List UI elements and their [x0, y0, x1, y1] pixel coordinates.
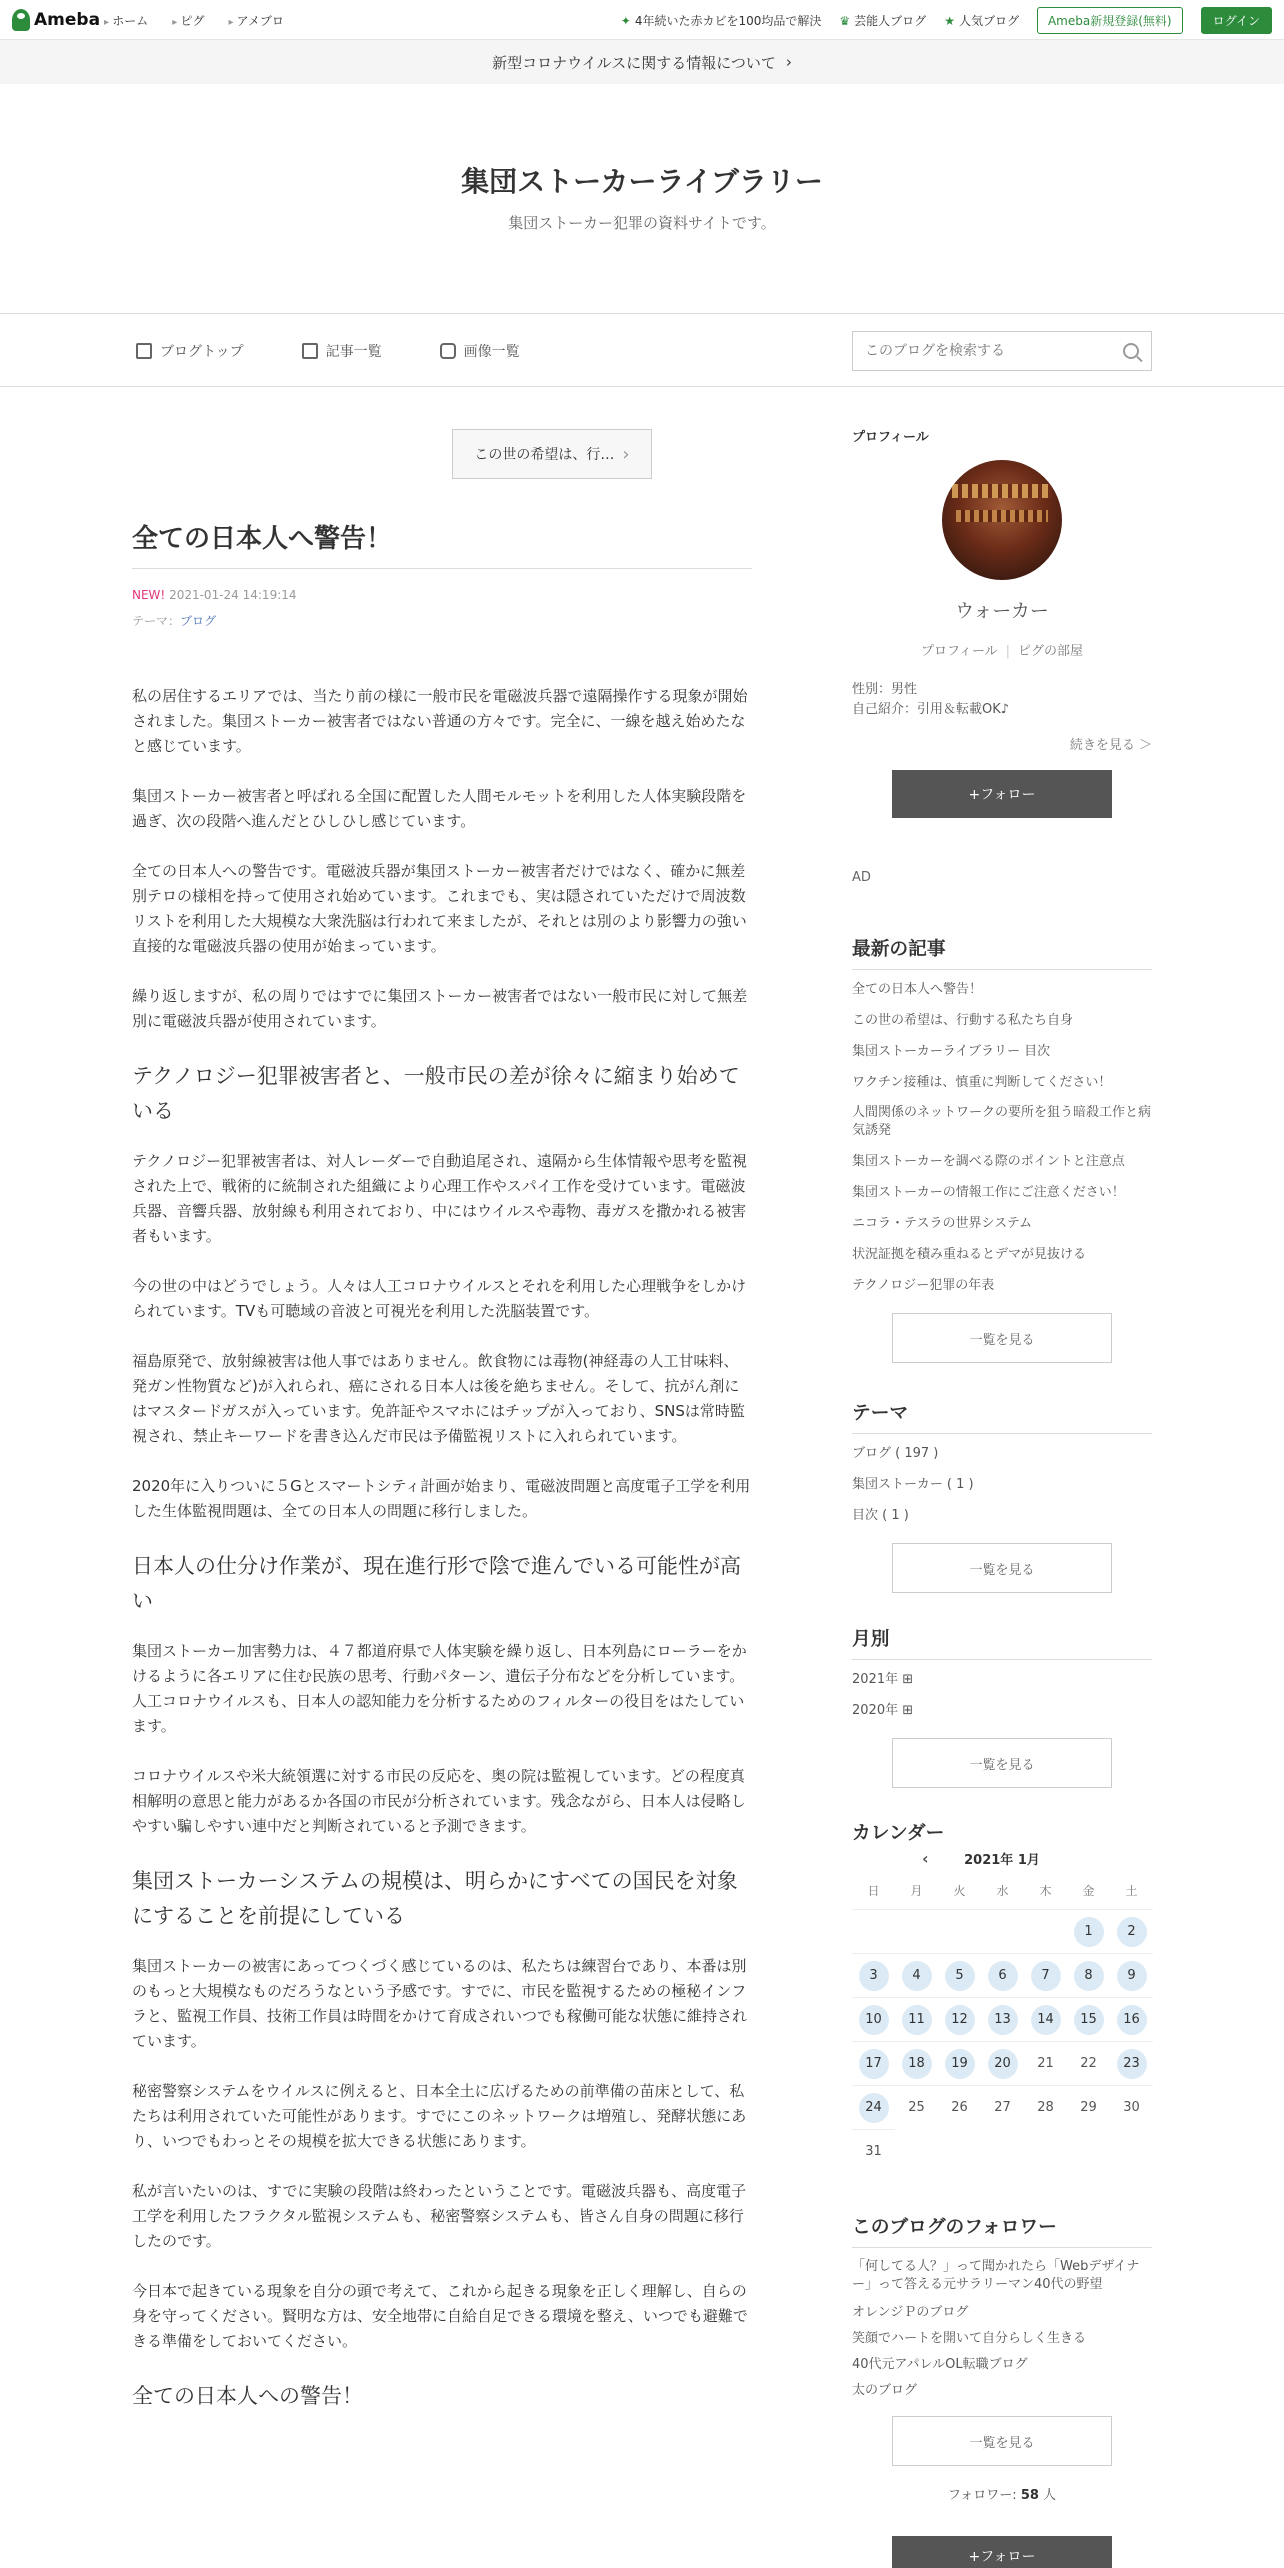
paragraph: コロナウイルスや米大統領選に対する市民の反応を、奥の院は監視しています。どの程度真相解明の意思と能力があるか各国の市民が分析されています。残念ながら、日本人は侵略しやすい騙しやすい連中だと判断されていると予測できます。	[132, 1767, 746, 1835]
entry-body	[132, 684, 752, 2434]
recent-heading: 最新の記事	[852, 934, 1152, 970]
document-icon	[136, 343, 152, 359]
recent-item[interactable]: この世の希望は、行動する私たち自身	[852, 1013, 1074, 1028]
weekday-label: 月	[910, 1884, 923, 1898]
calendar-empty	[1024, 1909, 1067, 1953]
expand-icon[interactable]: ⊞	[902, 1672, 914, 1687]
calendar-day: 22	[1067, 2041, 1110, 2085]
entry-theme: テーマ：ブログ	[132, 614, 217, 628]
search-icon[interactable]	[1123, 343, 1139, 359]
global-nav	[104, 12, 284, 29]
calendar-day: 21	[1024, 2041, 1067, 2085]
paragraph: テクノロジー犯罪被害者は、対人レーダーで自動追尾され、遠隔から生体情報や思考を監視された上で、戦術的に統制された組織により心理工作やスパイ工作を受けています。電磁波兵器、音響兵器、放射線も利用されており、中にはウイルスや毒物、毒ガスを撒かれる被害者もいます。	[132, 1152, 748, 1245]
paragraph: 秘密警察システムをウイルスに例えると、日本全土に広げるための前準備の苗床として、私たちは利用されていた可能性があります。すでにこのネットワークは増殖し、発酵状態にあり、いつでもわっとその規模を拡大できる状態にあります。	[132, 2082, 747, 2150]
recent-articles	[852, 934, 1152, 1363]
calendar-day[interactable]: 18	[895, 2041, 938, 2085]
theme-item[interactable]: 集団ストーカー ( 1 )	[852, 1477, 974, 1492]
calendar-day[interactable]: 8	[1067, 1953, 1110, 1997]
theme-item[interactable]: ブログ ( 197 )	[852, 1446, 939, 1461]
recent-item[interactable]: 状況証拠を積み重ねるとデマが見抜ける	[852, 1247, 1087, 1262]
section-heading: 全ての日本人への警告！	[132, 2384, 363, 2408]
ad-label: AD	[852, 870, 871, 885]
recent-item[interactable]: テクノロジー犯罪の年表	[852, 1278, 995, 1293]
chevron-right-icon: ›	[785, 53, 792, 71]
calendar-day: 26	[938, 2085, 981, 2129]
month-item[interactable]: 2020年 ⊞	[852, 1703, 914, 1718]
entry-date: NEW! 2021-01-24 14:19:14	[132, 588, 297, 602]
followers-count: フォロワー: 58 人	[947, 2488, 1057, 2503]
follower-item[interactable]: 笑顔でハートを開いて自分らしく生きる	[852, 2331, 1087, 2346]
calendar-heading: カレンダー	[852, 1823, 945, 1844]
entry-title[interactable]: 全ての日本人へ警告！	[132, 524, 393, 554]
calendar-day[interactable]: 15	[1067, 1997, 1110, 2041]
month-item[interactable]: 2021年 ⊞	[852, 1672, 914, 1687]
paragraph: 今日本で起きている現象を自分の頭で考えて、これから起きる現象を正しく理解し、自らの身を守ってください。賢明な方は、安全地帯に自給自足できる環境を整え、いつでも避難できる準備をしておいてください。	[132, 2282, 748, 2350]
calendar-day[interactable]: 16	[1110, 1997, 1153, 2041]
calendar-day[interactable]: 17	[852, 2041, 895, 2085]
followers-heading: このブログのフォロワー	[852, 2212, 1152, 2248]
followers-see-all-button[interactable]: 一覧を見る	[892, 2416, 1112, 2466]
calendar-day[interactable]: 13	[981, 1997, 1024, 2041]
blog-search	[852, 331, 1152, 371]
calendar-day: 25	[895, 2085, 938, 2129]
monthly-archive	[852, 1624, 1152, 1788]
weekday-label: 水	[996, 1884, 1009, 1898]
section-heading: 日本人の仕分け作業が、現在進行形で陰で進んでいる可能性が高い	[132, 1554, 741, 1613]
recent-item[interactable]: 人間関係のネットワークの要所を狙う暗殺工作と病気誘発	[852, 1105, 1152, 1138]
blog-nav	[0, 315, 1284, 387]
paragraph: 集団ストーカー加害勢力は、４７都道府県で人体実験を繰り返し、日本列島にローラーをかけるように各エリアに住む民族の思考、行動パターン、遺伝子分布などを分析しています。人工コロナウイルスも、日本人の認知能力を分析するためのフィルターの役目をはたしています。	[132, 1642, 747, 1735]
nav-home[interactable]: ▸ ホーム	[104, 12, 148, 29]
follower-item[interactable]: オレンジＰのブログ	[852, 2305, 969, 2320]
follower-item[interactable]: 「何してる人？」って聞かれたら「Webデザイナー」って答える元サラリーマン40代の野望	[852, 2259, 1140, 2292]
image-list-link[interactable]: 画像一覧	[440, 341, 520, 361]
prev-month-icon[interactable]: ‹	[922, 1849, 929, 1868]
chevron-right-icon: ›	[622, 443, 630, 465]
ameba-logo[interactable]: Ameba	[12, 8, 100, 32]
register-button[interactable]: Ameba新規登録(無料)	[1037, 7, 1183, 34]
followers	[852, 2212, 1152, 2503]
blog-header	[0, 84, 1284, 314]
camera-icon	[440, 343, 456, 359]
login-button[interactable]: ログイン	[1201, 7, 1272, 34]
calendar-day: 31	[852, 2129, 895, 2173]
paragraph: 集団ストーカーの被害にあってつくづく感じているのは、私たちは練習台であり、本番は別のもっと大規模なものだろうなという予感です。すでに、市民を監視するための極秘インフラと、監視工作員、技術工作員は時間をかけて育成されいつでも稼働可能な状態に維持されています。	[132, 1957, 748, 2050]
section-heading: テクノロジー犯罪被害者と、一般市民の差が徐々に縮まり始めている	[132, 1064, 740, 1123]
recent-item[interactable]: 集団ストーカーライブラリー 目次	[852, 1044, 1051, 1059]
calendar-day[interactable]: 14	[1024, 1997, 1067, 2041]
calendar-day[interactable]: 1	[1067, 1909, 1110, 1953]
theme-see-all-button[interactable]: 一覧を見る	[892, 1543, 1112, 1593]
monthly-heading: 月別	[852, 1624, 1152, 1660]
profile-links: プロフィール | ピグの部屋	[920, 644, 1084, 659]
sparkle-icon: ✦	[620, 14, 631, 28]
calendar-empty	[981, 1909, 1024, 1953]
calendar-empty	[852, 1909, 895, 1953]
prev-article-button[interactable]: この世の希望は、行… ›	[452, 429, 652, 479]
calendar-empty	[938, 1909, 981, 1953]
profile-info: 性別：男性 自己紹介：引用＆転載OK♪	[852, 682, 1010, 717]
weekday-label: 土	[1125, 1884, 1138, 1898]
read-more-link[interactable]: 続きを見る ＞	[1069, 738, 1152, 753]
copy-icon	[302, 343, 318, 359]
paragraph: 私の居住するエリアでは、当たり前の様に一般市民を電磁波兵器で遠隔操作する現象が開始されました。集団ストーカー被害者ではない普通の方々です。完全に、一線を越え始めたなと感じています。	[132, 687, 748, 755]
monthly-see-all-button[interactable]: 一覧を見る	[892, 1738, 1112, 1788]
calendar-day[interactable]: 7	[1024, 1953, 1067, 1997]
weekday-label: 火	[953, 1884, 966, 1898]
paragraph: 私が言いたいのは、すでに実験の段階は終わったということです。電磁波兵器も、高度電子工学を利用したフラクタル監視システムも、秘密警察システムも、皆さん自身の問題に移行したのです。	[132, 2182, 747, 2250]
celebrity-blog-link[interactable]: ♛ 芸能人ブログ	[839, 14, 927, 28]
weekday-label: 金	[1082, 1884, 1095, 1898]
avatar[interactable]	[942, 460, 1062, 580]
recent-see-all-button[interactable]: 一覧を見る	[892, 1313, 1112, 1363]
paragraph: 福島原発で、放射線被害は他人事ではありません。飲食物には毒物(神経毒の人工甘味料、発ガン性物質など)が入れられ、癌にされる日本人は後を絶ちません。そして、抗がん剤にはマスタードガスが入っています。免許証やスマホにはチップが入っており、SNSは常時監視され、禁止キーワードを書き込んだ市民は予備監視リストに入れられています。	[132, 1352, 745, 1445]
calendar-day[interactable]: 4	[895, 1953, 938, 1997]
paragraph: 集団ストーカー被害者と呼ばれる全国に配置した人間モルモットを利用した人体実験段階を過ぎ、次の段階へ進んだとひしひし感じています。	[132, 787, 747, 830]
calendar-grid	[852, 1873, 1152, 2173]
article-list-link[interactable]: 記事一覧	[302, 341, 382, 361]
paragraph: 2020年に入りついに５Gとスマートシティ計画が始まり、電磁波問題と高度電子工学を利用した生体監視問題は、全ての日本人の問題に移行しました。	[132, 1477, 751, 1520]
calendar-day[interactable]: 20	[981, 2041, 1024, 2085]
calendar-day[interactable]: 19	[938, 2041, 981, 2085]
theme-link[interactable]: ブログ	[180, 614, 217, 628]
recent-item[interactable]: ワクチン接種は、慎重に判断してください！	[852, 1075, 1112, 1090]
recent-item[interactable]: 集団ストーカーの情報工作にご注意ください！	[852, 1185, 1125, 1200]
calendar-day: 30	[1110, 2085, 1153, 2129]
calendar-day[interactable]: 12	[938, 1997, 981, 2041]
new-badge: NEW!	[132, 588, 166, 602]
recent-item[interactable]: ニコラ・テスラの世界システム	[852, 1216, 1033, 1231]
paragraph: 繰り返しますが、私の周りではすでに集団ストーカー被害者ではない一般市民に対して無差別に電磁波兵器が使用されています。	[132, 987, 748, 1030]
covid-info-banner[interactable]: 新型コロナウイルスに関する情報について ›	[0, 40, 1284, 84]
calendar	[852, 1818, 1152, 2173]
star-icon: ★	[944, 14, 955, 28]
weekday-label: 日	[867, 1884, 880, 1898]
follow-button-bottom[interactable]: +フォロー	[892, 2536, 1112, 2568]
global-header	[0, 0, 1284, 40]
paragraph: 今の世の中はどうでしょう。人々は人工コロナウイルスとそれを利用した心理戦争をしかけられています。TVも可聴域の音波と可視光を利用した洗脳装置です。	[132, 1277, 747, 1320]
calendar-day[interactable]: 24	[852, 2085, 895, 2129]
calendar-day[interactable]: 2	[1110, 1909, 1153, 1953]
follower-item[interactable]: 40代元アパレルOL転職ブログ	[852, 2357, 1028, 2372]
blog-title[interactable]: 集団ストーカーライブラリー	[461, 165, 823, 198]
calendar-day: 27	[981, 2085, 1024, 2129]
calendar-day[interactable]: 3	[852, 1953, 895, 1997]
paragraph: 全ての日本人への警告です。電磁波兵器が集団ストーカー被害者だけではなく、確かに無差別テロの様相を持って使用され始めています。これまでも、実は隠されていただけで周波数リストを利用した大規模な大衆洗脳は行われて来ましたが、それとは別のより影響力の強い直接的な電磁波兵器の使用が始まっています。	[132, 862, 747, 955]
blog-top-link[interactable]: ブログトップ	[136, 341, 244, 361]
profile-link[interactable]: プロフィール	[920, 644, 998, 659]
follower-item[interactable]: 太のブログ	[852, 2383, 918, 2398]
calendar-day[interactable]: 11	[895, 1997, 938, 2041]
promo-link[interactable]: ✦ 4年続いた赤カビを100均品で解決	[620, 14, 822, 28]
search-input[interactable]	[853, 332, 1093, 370]
recent-item[interactable]: 全ての日本人へ警告！	[852, 982, 983, 997]
profile-heading: プロフィール	[852, 430, 929, 445]
calendar-day[interactable]: 23	[1110, 2041, 1153, 2085]
recent-item[interactable]: 集団ストーカーを調べる際のポイントと注意点	[852, 1154, 1125, 1169]
theme-item[interactable]: 目次 ( 1 )	[852, 1508, 909, 1523]
calendar-day: 28	[1024, 2085, 1067, 2129]
calendar-day[interactable]: 10	[852, 1997, 895, 2041]
crown-icon: ♛	[839, 14, 851, 28]
nav-pigg[interactable]: ▸ ピグ	[172, 12, 204, 29]
follow-button[interactable]: +フォロー	[892, 770, 1112, 818]
header-right	[621, 7, 1272, 34]
theme-list	[852, 1398, 1152, 1593]
calendar-day[interactable]: 6	[981, 1953, 1024, 1997]
blog-subtitle: 集団ストーカー犯罪の資料サイトです。	[508, 214, 776, 232]
divider	[132, 568, 752, 569]
weekday-label: 木	[1039, 1884, 1052, 1898]
calendar-month: 2021年 1月	[964, 1853, 1040, 1868]
popular-blog-link[interactable]: ★ 人気ブログ	[944, 14, 1019, 28]
section-heading: 集団ストーカーシステムの規模は、明らかにすべての国民を対象にすることを前提にしている	[132, 1869, 738, 1928]
expand-icon[interactable]: ⊞	[902, 1703, 914, 1718]
ameba-logo-icon	[12, 9, 30, 31]
calendar-day: 29	[1067, 2085, 1110, 2129]
calendar-day[interactable]: 9	[1110, 1953, 1153, 1997]
nav-ameblo[interactable]: ▸ アメブロ	[228, 12, 283, 29]
calendar-day[interactable]: 5	[938, 1953, 981, 1997]
calendar-empty	[895, 1909, 938, 1953]
pigg-room-link[interactable]: ピグの部屋	[1018, 644, 1084, 659]
profile-name[interactable]: ウォーカー	[955, 600, 1049, 622]
theme-heading: テーマ	[852, 1398, 1152, 1434]
